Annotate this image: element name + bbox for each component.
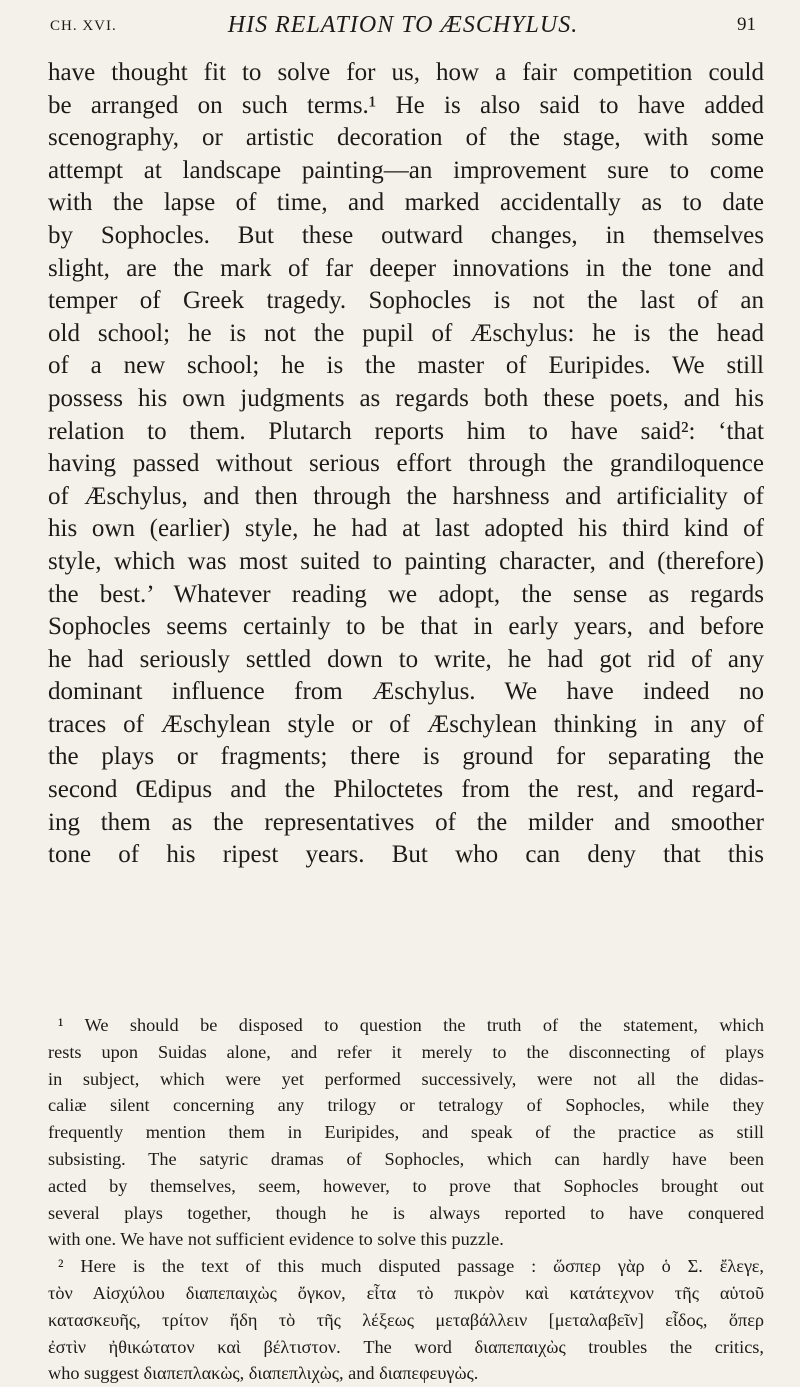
text-line: Sophocles seems certainly to be that in early years, and before xyxy=(48,613,764,641)
text-line: of a new school; he is the master of Euripides. We still xyxy=(48,352,764,380)
text-line: his own (earlier) style, he had at last adopted his third kind of xyxy=(48,515,764,543)
text-line: with the lapse of time, and marked accidentally as to date xyxy=(48,189,764,217)
footnotes xyxy=(48,1012,764,1387)
text-line: attempt at landscape painting—an improvement sure to come xyxy=(48,156,764,184)
main-text xyxy=(48,57,764,872)
footnote-line: frequently mention them in Euripides, and speak of the practice as still xyxy=(48,1122,764,1143)
text-line: relation to them. Plutarch reports him to have said²: ‘that xyxy=(48,417,764,445)
text-line: of Æschylus, and then through the harshness and artificiality of xyxy=(48,482,764,510)
footnote-line: who suggest διαπεπλακὼς, διαπεπλιχὼς, and διαπεφευγὼς. xyxy=(48,1363,479,1384)
text-line: having passed without serious effort through the grandiloquence xyxy=(48,450,764,478)
text-line: he had seriously settled down to write, he had got rid of any xyxy=(48,645,764,673)
footnote-line: ² Here is the text of this much disputed passage : ὥσπερ γὰρ ὁ Σ. ἔλεγε, xyxy=(58,1256,764,1277)
text-line: the plays or fragments; there is ground for separating the xyxy=(48,743,764,771)
running-title: HIS RELATION TO ÆSCHYLUS. xyxy=(227,12,579,38)
text-line: by Sophocles. But these outward changes, in themselves xyxy=(48,221,764,249)
footnote-line: subsisting. The satyric dramas of Sophocles, which can hardly have been xyxy=(48,1148,764,1169)
footnote-line: in subject, which were yet performed successively, were not all the didas- xyxy=(48,1068,764,1089)
text-line: old school; he is not the pupil of Æschylus: he is the head xyxy=(48,319,764,347)
footnote-line: acted by themselves, seem, however, to prove that Sophocles brought out xyxy=(48,1175,764,1196)
text-line: second Œdipus and the Philoctetes from the rest, and regard- xyxy=(48,776,764,804)
page-number: 91 xyxy=(737,14,756,35)
footnote-line: with one. We have not sufficient evidence to solve this puzzle. xyxy=(48,1229,504,1250)
footnote-line: caliæ silent concerning any trilogy or tetralogy of Sophocles, while they xyxy=(48,1095,764,1116)
footnote-line: τὸν Αἰσχύλου διαπεπαιχὼς ὄγκον, εἶτα τὸ πικρὸν καὶ κατάτεχνον τῆς αὑτοῦ xyxy=(48,1282,764,1303)
text-line: dominant influence from Æschylus. We have indeed no xyxy=(48,678,764,706)
text-line: traces of Æschylean style or of Æschylean thinking in any of xyxy=(48,710,764,738)
text-line: style, which was most suited to painting character, and (therefore) xyxy=(48,547,764,575)
footnote-line: ¹ We should be disposed to question the truth of the statement, which xyxy=(58,1015,764,1035)
text-line: possess his own judgments as regards both these poets, and his xyxy=(48,384,764,412)
running-header xyxy=(50,8,756,48)
text-line: scenography, or artistic decoration of the stage, with some xyxy=(48,124,764,152)
text-line: ing them as the representatives of the milder and smoother xyxy=(48,808,764,836)
footnote-line: rests upon Suidas alone, and refer it merely to the disconnecting of plays xyxy=(48,1041,764,1062)
chapter-label: CH. XVI. xyxy=(50,18,117,34)
text-line: the best.’ Whatever reading we adopt, the sense as regards xyxy=(48,580,764,608)
footnote-line: κατασκευῆς, τρίτον ἤδη τὸ τῆς λέξεως μεταβάλλειν [μεταλαβεῖν] εἶδος, ὅπερ xyxy=(48,1309,764,1330)
text-line: be arranged on such terms.¹ He is also said to have added xyxy=(48,91,764,119)
footnote-line: ἐστὶν ἠθικώτατον καὶ βέλτιστον. The word διαπεπαιχὼς troubles the critics, xyxy=(48,1336,764,1357)
footnote-line: several plays together, though he is always reported to have conquered xyxy=(48,1202,764,1223)
text-line: have thought fit to solve for us, how a fair competition could xyxy=(48,59,764,86)
text-line: tone of his ripest years. But who can deny that this xyxy=(48,841,764,869)
text-line: slight, are the mark of far deeper innovations in the tone and xyxy=(48,254,764,282)
text-line: temper of Greek tragedy. Sophocles is not the last of an xyxy=(48,287,764,315)
